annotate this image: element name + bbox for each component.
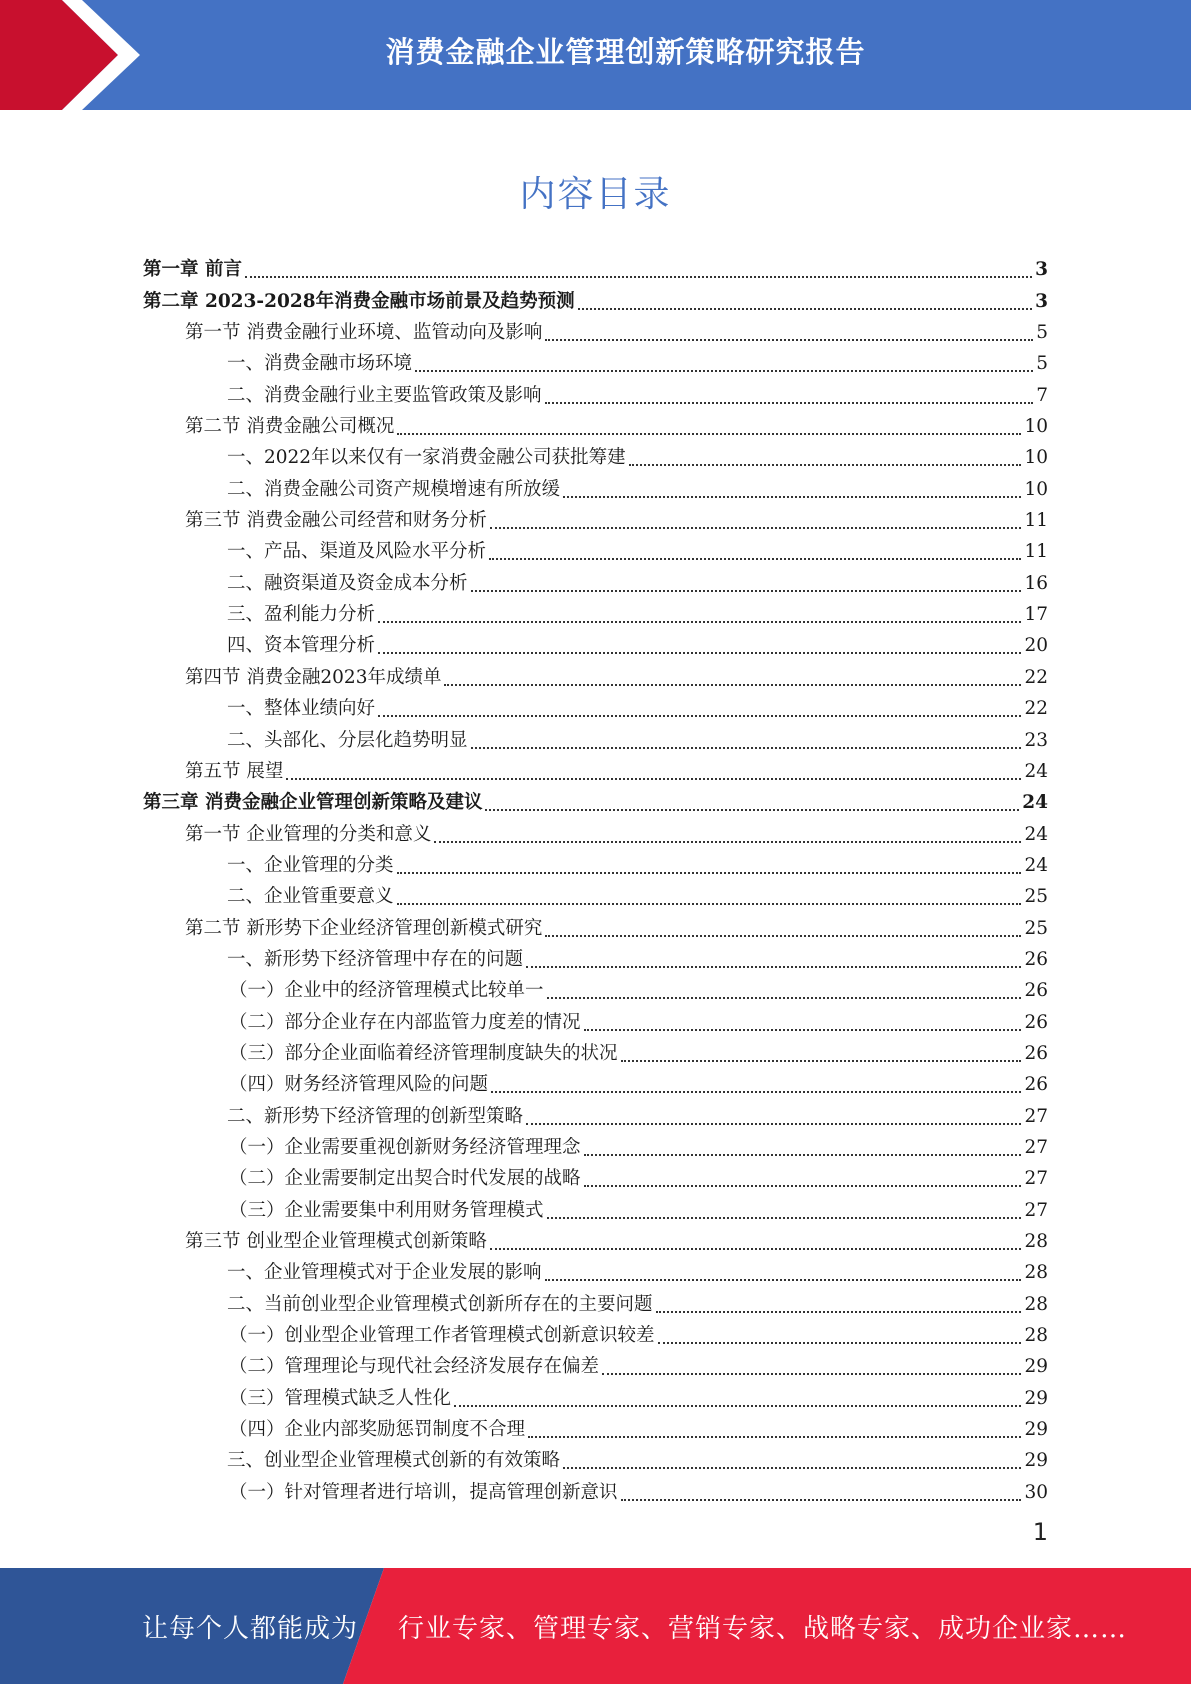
toc-entry-page: 26 xyxy=(1024,948,1048,970)
toc-entry[interactable] xyxy=(143,912,1048,943)
toc-entry-title: 一、产品、渠道及风险水平分析 xyxy=(227,541,487,563)
toc-dot-leader xyxy=(485,809,1019,811)
toc-entry-title: （二）企业需要制定出契合时代发展的战略 xyxy=(229,1168,581,1190)
toc-entry-page: 29 xyxy=(1024,1387,1048,1409)
toc-entry[interactable] xyxy=(143,536,1048,567)
toc-entry-title: （一）企业中的经济管理模式比较单一 xyxy=(229,980,544,1002)
toc-entry-page: 26 xyxy=(1024,1042,1048,1064)
toc-entry-title: 一、企业管理模式对于企业发展的影响 xyxy=(227,1262,542,1284)
toc-dot-leader xyxy=(656,1311,1022,1313)
toc-entry[interactable] xyxy=(143,317,1048,348)
toc-entry-page: 5 xyxy=(1036,322,1048,344)
toc-dot-leader xyxy=(563,496,1021,498)
toc-entry-page: 27 xyxy=(1024,1199,1048,1221)
toc-entry-title: 第五节 展望 xyxy=(185,760,284,782)
toc-entry-page: 28 xyxy=(1024,1231,1048,1252)
toc-entry-page: 28 xyxy=(1024,1293,1048,1315)
toc-entry[interactable] xyxy=(143,254,1048,285)
toc-dot-leader xyxy=(378,652,1021,654)
toc-entry-title: （一）企业需要重视创新财务经济管理理念 xyxy=(229,1136,581,1158)
toc-dot-leader xyxy=(245,276,1032,278)
toc-entry-title: 第三节 创业型企业管理模式创新策略 xyxy=(185,1231,487,1252)
toc-entry-title: （二）部分企业存在内部监管力度差的情况 xyxy=(229,1011,581,1033)
toc-entry-page: 25 xyxy=(1024,886,1048,908)
toc-dot-leader xyxy=(526,966,1021,968)
toc-entry[interactable] xyxy=(143,1476,1048,1507)
toc-entry[interactable] xyxy=(143,1257,1048,1288)
toc-entry-page: 24 xyxy=(1024,854,1048,876)
toc-entry[interactable] xyxy=(143,379,1048,410)
toc-entry-page: 28 xyxy=(1024,1325,1048,1347)
toc-dot-leader xyxy=(658,1342,1022,1344)
toc-entry-page: 30 xyxy=(1024,1481,1048,1503)
toc-entry[interactable] xyxy=(143,724,1048,755)
toc-dot-leader xyxy=(490,527,1022,529)
page-number: 1 xyxy=(1032,1518,1048,1546)
toc-entry[interactable] xyxy=(143,285,1048,316)
toc-dot-leader xyxy=(526,1123,1021,1125)
toc-entry-title: （一）创业型企业管理工作者管理模式创新意识较差 xyxy=(229,1325,655,1347)
toc-entry-page: 5 xyxy=(1036,353,1048,375)
toc-entry-page: 11 xyxy=(1024,510,1048,532)
toc-entry-title: 三、盈利能力分析 xyxy=(227,604,376,626)
toc-entry[interactable] xyxy=(143,850,1048,881)
toc-dot-leader xyxy=(547,997,1022,999)
toc-dot-leader xyxy=(545,935,1021,937)
toc-entry[interactable] xyxy=(143,1382,1048,1413)
toc-dot-leader xyxy=(584,1154,1022,1156)
table-of-contents xyxy=(143,254,1048,1508)
toc-entry-title: 三、创业型企业管理模式创新的有效策略 xyxy=(227,1450,561,1472)
toc-entry-title: 第一节 消费金融行业环境、监管动向及影响 xyxy=(185,322,543,344)
toc-entry-page: 17 xyxy=(1024,604,1048,626)
toc-dot-leader xyxy=(621,1060,1022,1062)
toc-entry[interactable] xyxy=(143,1194,1048,1225)
toc-dot-leader xyxy=(397,903,1022,905)
toc-entry[interactable] xyxy=(143,1069,1048,1100)
toc-entry-page: 24 xyxy=(1024,823,1048,845)
toc-dot-leader xyxy=(471,590,1022,592)
toc-entry[interactable] xyxy=(143,473,1048,504)
toc-entry-page: 22 xyxy=(1024,698,1048,720)
toc-dot-leader xyxy=(415,370,1033,372)
toc-entry[interactable] xyxy=(143,787,1048,818)
toc-entry-page: 3 xyxy=(1035,259,1048,281)
toc-entry[interactable] xyxy=(143,1288,1048,1319)
toc-dot-leader xyxy=(545,402,1034,404)
toc-dot-leader xyxy=(378,715,1021,717)
toc-entry-page: 27 xyxy=(1024,1105,1048,1127)
toc-dot-leader xyxy=(286,778,1021,780)
toc-entry[interactable] xyxy=(143,599,1048,630)
toc-dot-leader xyxy=(471,747,1022,749)
toc-dot-leader xyxy=(545,1279,1022,1281)
toc-entry[interactable] xyxy=(143,661,1048,692)
toc-dot-leader xyxy=(397,433,1021,435)
toc-entry-title: 第二节 新形势下企业经济管理创新模式研究 xyxy=(185,917,543,939)
toc-dot-leader xyxy=(528,1436,1021,1438)
toc-entry[interactable] xyxy=(143,1006,1048,1037)
page-header xyxy=(0,0,1191,110)
toc-entry-page: 24 xyxy=(1022,792,1048,814)
toc-dot-leader xyxy=(378,621,1021,623)
toc-dot-leader xyxy=(584,1185,1022,1187)
toc-entry-title: 第三节 消费金融公司经营和财务分析 xyxy=(185,510,487,532)
footer-slogan-right: 行业专家、管理专家、营销专家、战略专家、成功企业家…… xyxy=(398,1614,1128,1644)
toc-entry-title: （二）管理理论与现代社会经济发展存在偏差 xyxy=(229,1356,600,1378)
toc-entry[interactable] xyxy=(143,693,1048,724)
toc-entry[interactable] xyxy=(143,1414,1048,1445)
report-title: 消费金融企业管理创新策略研究报告 xyxy=(385,35,866,69)
toc-dot-leader xyxy=(454,1405,1021,1407)
toc-entry-page: 27 xyxy=(1024,1136,1048,1158)
toc-entry[interactable] xyxy=(143,1445,1048,1476)
toc-entry-page: 27 xyxy=(1024,1168,1048,1190)
toc-dot-leader xyxy=(563,1467,1021,1469)
toc-entry[interactable] xyxy=(143,1226,1048,1257)
toc-entry-title: （四）企业内部奖励惩罚制度不合理 xyxy=(229,1419,526,1441)
toc-dot-leader xyxy=(602,1373,1021,1375)
toc-dot-leader xyxy=(584,1029,1022,1031)
toc-entry-page: 11 xyxy=(1024,541,1048,563)
toc-entry[interactable] xyxy=(143,1351,1048,1382)
page-footer xyxy=(0,1568,1191,1684)
toc-entry-title: 一、整体业绩向好 xyxy=(227,698,376,720)
toc-entry-title: 二、新形势下经济管理的创新型策略 xyxy=(227,1105,524,1127)
toc-dot-leader xyxy=(547,1217,1022,1219)
toc-dot-leader xyxy=(491,1091,1021,1093)
toc-entry-page: 16 xyxy=(1024,572,1048,594)
toc-entry[interactable] xyxy=(143,1132,1048,1163)
toc-entry[interactable] xyxy=(143,756,1048,787)
toc-entry-page: 22 xyxy=(1024,666,1048,688)
toc-entry-title: 二、头部化、分层化趋势明显 xyxy=(227,729,468,751)
toc-entry-title: （三）部分企业面临着经济管理制度缺失的状况 xyxy=(229,1042,618,1064)
toc-entry-title: 二、融资渠道及资金成本分析 xyxy=(227,572,468,594)
footer-slogan-left: 让每个人都能成为 xyxy=(142,1614,359,1644)
toc-entry[interactable] xyxy=(143,1100,1048,1131)
toc-entry-title: （三）企业需要集中利用财务管理模式 xyxy=(229,1199,544,1221)
toc-entry-title: 二、当前创业型企业管理模式创新所存在的主要问题 xyxy=(227,1293,653,1315)
toc-entry-page: 23 xyxy=(1024,729,1048,751)
toc-entry[interactable] xyxy=(143,881,1048,912)
toc-dot-leader xyxy=(490,1248,1022,1250)
toc-dot-leader xyxy=(621,1499,1022,1501)
toc-entry-title: 二、消费金融行业主要监管政策及影响 xyxy=(227,384,542,406)
toc-dot-leader xyxy=(629,464,1022,466)
toc-entry[interactable] xyxy=(143,818,1048,849)
toc-entry-title: 第四节 消费金融2023年成绩单 xyxy=(185,666,442,688)
toc-entry-title: （三）管理模式缺乏人性化 xyxy=(229,1387,452,1409)
toc-entry[interactable] xyxy=(143,975,1048,1006)
toc-entry-title: 第一章 前言 xyxy=(143,259,242,281)
toc-entry-title: 二、消费金融公司资产规模增速有所放缓 xyxy=(227,478,561,500)
toc-entry-title: （四）财务经济管理风险的问题 xyxy=(229,1074,489,1096)
toc-entry-title: 一、消费金融市场环境 xyxy=(227,353,413,375)
toc-entry[interactable] xyxy=(143,1163,1048,1194)
toc-entry-title: 四、资本管理分析 xyxy=(227,635,376,657)
toc-entry-page: 10 xyxy=(1024,478,1048,500)
toc-entry-title: 第一节 企业管理的分类和意义 xyxy=(185,823,432,845)
toc-entry-page: 24 xyxy=(1024,760,1048,782)
toc-entry[interactable] xyxy=(143,348,1048,379)
toc-entry[interactable] xyxy=(143,567,1048,598)
toc-entry-page: 26 xyxy=(1024,1074,1048,1096)
toc-dot-leader xyxy=(444,684,1021,686)
toc-dot-leader xyxy=(489,558,1021,560)
toc-entry[interactable] xyxy=(143,1038,1048,1069)
toc-entry[interactable] xyxy=(143,442,1048,473)
toc-entry-page: 29 xyxy=(1024,1450,1048,1472)
toc-entry[interactable] xyxy=(143,411,1048,442)
toc-entry-page: 7 xyxy=(1036,384,1048,406)
toc-dot-leader xyxy=(578,308,1033,310)
toc-dot-leader xyxy=(434,841,1021,843)
toc-entry-page: 25 xyxy=(1024,917,1048,939)
toc-entry[interactable] xyxy=(143,505,1048,536)
toc-entry-title: 一、企业管理的分类 xyxy=(227,854,394,876)
toc-entry-page: 10 xyxy=(1024,416,1048,438)
toc-entry[interactable] xyxy=(143,630,1048,661)
toc-entry-page: 10 xyxy=(1024,447,1048,469)
toc-entry-page: 28 xyxy=(1024,1262,1048,1284)
toc-entry-page: 26 xyxy=(1024,1011,1048,1033)
toc-entry-page: 20 xyxy=(1024,635,1048,657)
toc-entry-title: 第三章 消费金融企业管理创新策略及建议 xyxy=(143,792,483,814)
toc-entry[interactable] xyxy=(143,944,1048,975)
toc-entry-page: 29 xyxy=(1024,1356,1048,1378)
toc-entry-title: 第二节 消费金融公司概况 xyxy=(185,416,395,438)
toc-dot-leader xyxy=(545,339,1033,341)
toc-entry-title: 一、2022年以来仅有一家消费金融公司获批筹建 xyxy=(227,447,626,469)
toc-dot-leader xyxy=(397,872,1022,874)
toc-entry-title: 二、企业管重要意义 xyxy=(227,886,394,908)
toc-heading: 内容目录 xyxy=(519,174,672,215)
toc-entry-page: 3 xyxy=(1035,290,1048,312)
toc-entry-page: 26 xyxy=(1024,980,1048,1002)
toc-entry-page: 29 xyxy=(1024,1419,1048,1441)
toc-entry[interactable] xyxy=(143,1320,1048,1351)
toc-entry-title: 第二章 2023-2028年消费金融市场前景及趋势预测 xyxy=(143,290,575,312)
toc-entry-title: （一）针对管理者进行培训，提高管理创新意识 xyxy=(229,1481,618,1503)
toc-entry-title: 一、新形势下经济管理中存在的问题 xyxy=(227,948,524,970)
